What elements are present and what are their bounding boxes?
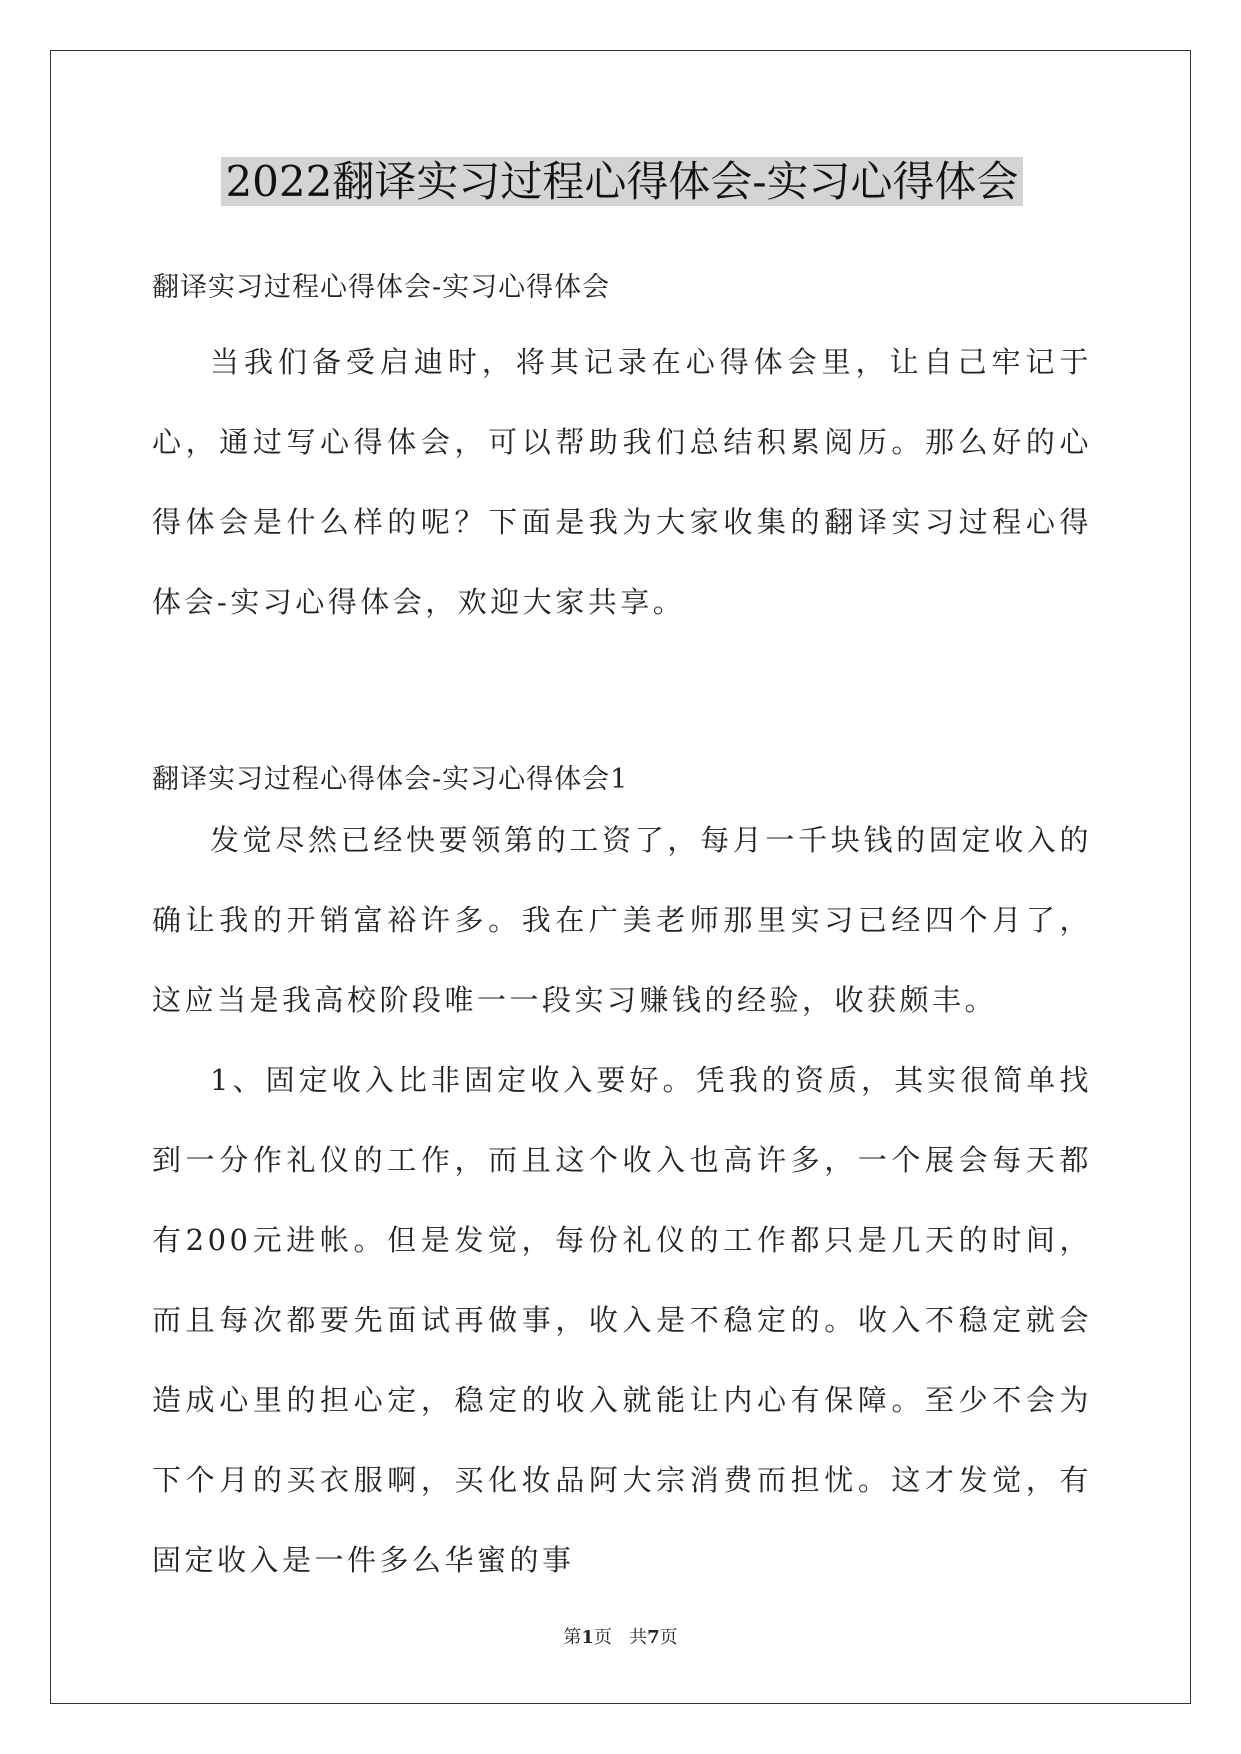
intro-section <box>152 268 1092 642</box>
section-1-paragraph-1: 发觉尽然已经快要领第的工资了，每月一千块钱的固定收入的确让我的开销富裕许多。我在广美老师那里实习已经四个月了，这应当是我高校阶段唯一一段实习赚钱的经验，收获颇丰。 <box>152 823 1092 1017</box>
total-suffix: 页 <box>659 1627 678 1648</box>
intro-heading: 翻译实习过程心得体会-实习心得体会 <box>152 272 611 303</box>
section-1-paragraph-2: 1、固定收入比非固定收入要好。凭我的资质，其实很简单找到一分作礼仪的工作，而且这个收入也高许多，一个展会每天都有200元进帐。但是发觉，每份礼仪的工作都只是几天的时间，而且每次都要先面试再做事，收入是不稳定的。收入不稳定就会造成心里的担心定，稳定的收入就能让内心有保障。至少不会为下个月的买衣服啊，买化妆品阿大宗消费而担忧。这才发觉，有固定收入是一件多么华蜜的事 <box>152 1063 1092 1577</box>
document-title-text: 2022翻译实习过程心得体会-实习心得体会 <box>221 157 1022 206</box>
section-1-heading: 翻译实习过程心得体会-实习心得体会1 <box>152 764 629 795</box>
page-total: 7 <box>647 1627 660 1648</box>
page-footer <box>0 1626 1241 1650</box>
page-current: 1 <box>581 1627 594 1648</box>
page-prefix: 第 <box>563 1627 582 1648</box>
section-1 <box>152 760 1092 1600</box>
total-prefix: 共 <box>629 1627 648 1648</box>
document-title <box>152 152 1092 212</box>
intro-paragraph: 当我们备受启迪时，将其记录在心得体会里，让自己牢记于心，通过写心得体会，可以帮助我们总结积累阅历。那么好的心得体会是什么样的呢？下面是我为大家收集的翻译实习过程心得体会-实习心得体会，欢迎大家共享。 <box>152 345 1092 619</box>
page-suffix: 页 <box>593 1627 612 1648</box>
